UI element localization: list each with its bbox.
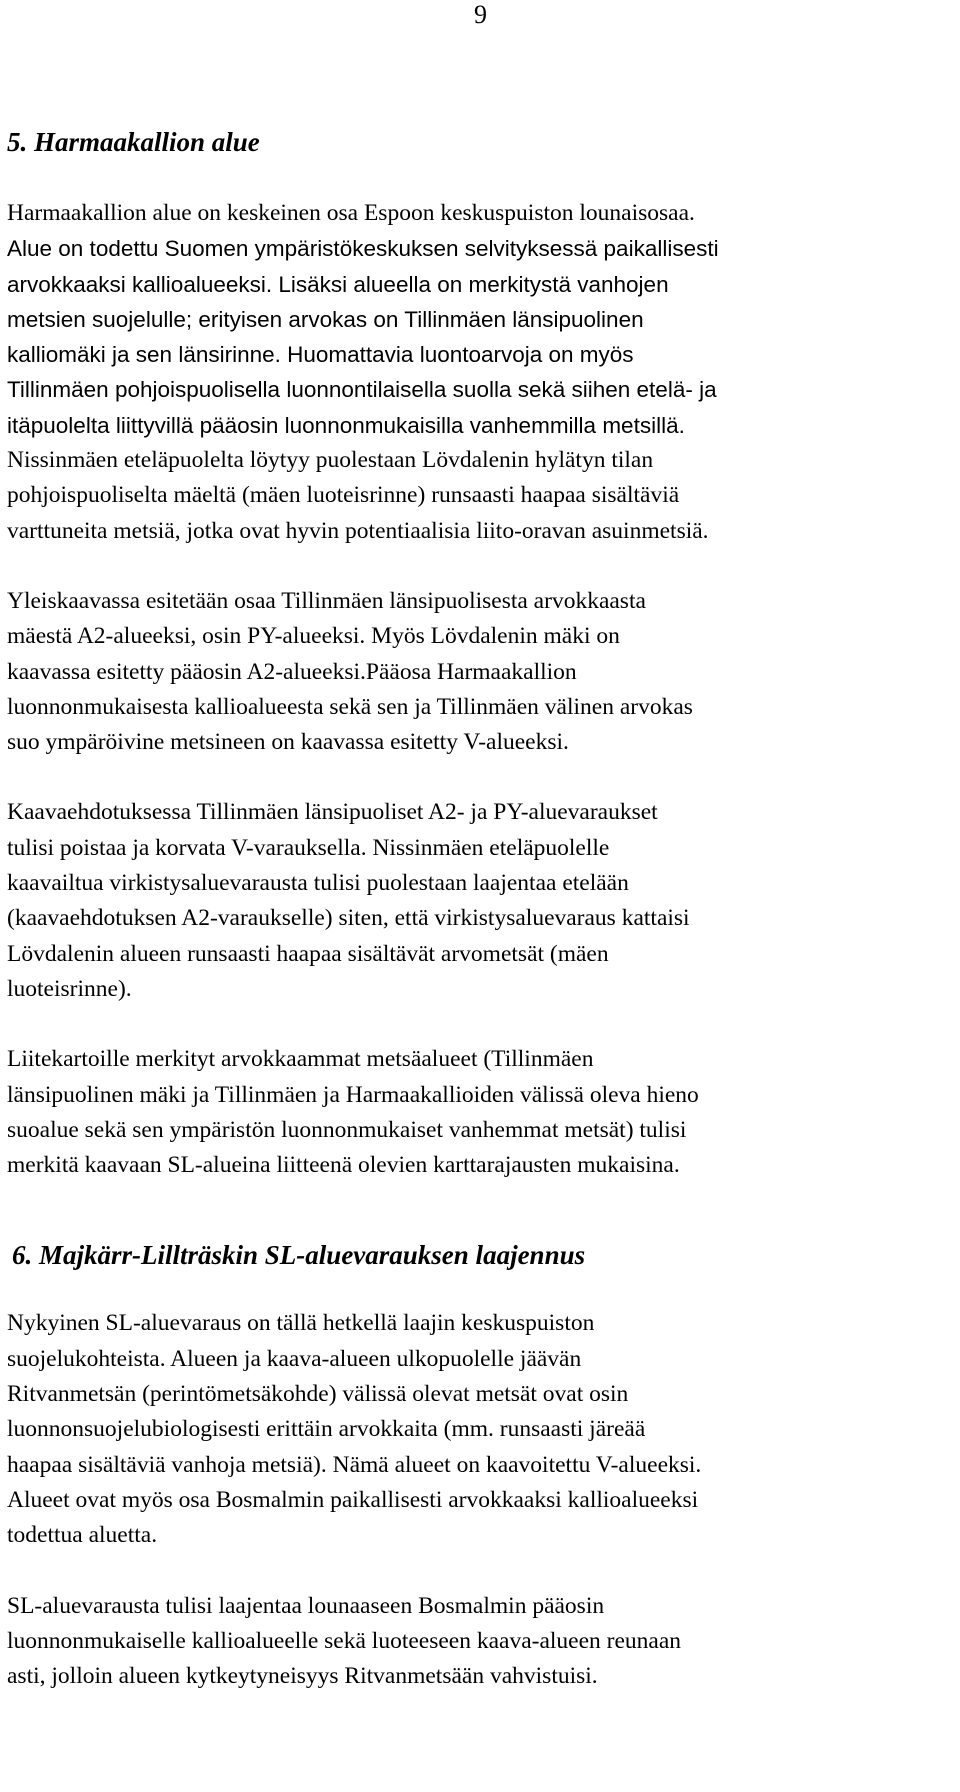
text-line: Lövdalenin alueen runsaasti haapaa sisältävät arvometsät (mäen <box>7 940 609 967</box>
text-line: pohjoispuoliselta mäeltä (mäen luoteisrinne) runsaasti haapaa sisältäviä <box>7 482 680 509</box>
section-5-paragraph-2 <box>7 584 957 760</box>
section-6-paragraph-1 <box>7 1306 957 1553</box>
page-number: 9 <box>474 0 487 29</box>
text-line: suojelukohteista. Alueen ja kaava-alueen ulkopuolelle jäävän <box>7 1345 582 1372</box>
text-line: luonnonmukaisesta kallioalueesta sekä sen ja Tillinmäen välinen arvokas <box>7 693 693 720</box>
text-line: (kaavaehdotuksen A2-varaukselle) siten, että virkistysaluevaraus kattaisi <box>7 905 690 932</box>
text-line: kalliomäki ja sen länsirinne. Huomattavia luontoarvoja on myös <box>7 342 634 368</box>
text-line: suo ympäröivine metsineen on kaavassa esitetty V-alueeksi. <box>7 729 569 756</box>
section-5-paragraph-4 <box>7 1042 957 1183</box>
section-5-paragraph-3 <box>7 795 957 1007</box>
text-line: todettua aluetta. <box>7 1522 158 1549</box>
text-line: metsien suojelulle; erityisen arvokas on Tillinmäen länsipuolinen <box>7 306 644 332</box>
text-line: kaavailtua virkistysaluevarausta tulisi puolestaan laajentaa etelään <box>7 870 629 897</box>
text-line: suoalue sekä sen ympäristön luonnonmukaiset vanhemmat metsät) tulisi <box>7 1116 687 1143</box>
text-line: Harmaakallion alue on keskeinen osa Espoon keskuspuiston lounaisosaa. <box>7 200 695 226</box>
text-line: luonnonsuojelubiologisesti erittäin arvokkaita (mm. runsaasti järeää <box>7 1416 646 1443</box>
text-line: luonnonmukaiselle kallioalueelle sekä luoteeseen kaava-alueen reunaan <box>7 1627 682 1654</box>
text-line: tulisi poistaa ja korvata V-varauksella. Nissinmäen eteläpuolelle <box>7 834 610 861</box>
text-line: Alueet ovat myös osa Bosmalmin paikallisesti arvokkaaksi kallioalueeksi <box>7 1486 699 1513</box>
text-line: luoteisrinne). <box>7 975 132 1002</box>
text-line: Liitekartoille merkityt arvokkaammat metsäalueet (Tillinmäen <box>7 1046 594 1073</box>
text-line: Alue on todettu Suomen ympäristökeskuksen selvityksessä paikallisesti <box>7 236 719 262</box>
text-line: haapaa sisältäviä vanhoja metsiä). Nämä alueet on kaavoitettu V-alueeksi. <box>7 1451 702 1478</box>
text-line: Tillinmäen pohjoispuolisella luonnontilaisella suolla sekä siihen etelä- ja <box>7 377 717 403</box>
text-line: mäestä A2-alueeksi, osin PY-alueeksi. Myös Lövdalenin mäki on <box>7 623 620 650</box>
section-5-paragraph-1 <box>7 196 957 549</box>
text-line: Yleiskaavassa esitetään osaa Tillinmäen länsipuolisesta arvokkaasta <box>7 587 646 614</box>
section-heading-6: 6. Majkärr-Lillträskin SL-aluevarauksen laajennus <box>12 1240 586 1271</box>
text-line: Nissinmäen eteläpuolelta löytyy puolestaan Lövdalenin hylätyn tilan <box>7 447 654 474</box>
section-6-paragraph-2 <box>7 1589 957 1695</box>
text-line: Kaavaehdotuksessa Tillinmäen länsipuoliset A2- ja PY-aluevaraukset <box>7 799 658 826</box>
text-line: Ritvanmetsän (perintömetsäkohde) välissä olevat metsät ovat osin <box>7 1381 629 1408</box>
text-line: varttuneita metsiä, jotka ovat hyvin potentiaalisia liito-oravan asuinmetsiä. <box>7 517 709 544</box>
text-line: SL-aluevarausta tulisi laajentaa lounaaseen Bosmalmin pääosin <box>7 1592 605 1619</box>
text-line: Nykyinen SL-aluevaraus on tällä hetkellä laajin keskuspuiston <box>7 1310 595 1337</box>
text-line: asti, jolloin alueen kytkeytyneisyys Ritvanmetsään vahvistuisi. <box>7 1663 598 1690</box>
text-line: arvokkaaksi kallioalueeksi. Lisäksi alueella on merkitystä vanhojen <box>7 271 669 297</box>
text-line: kaavassa esitetty pääosin A2-alueeksi.Pääosa Harmaakallion <box>7 658 577 685</box>
text-line: itäpuolelta liittyvillä pääosin luonnonmukaisilla vanhemmilla metsillä. <box>7 412 685 438</box>
section-heading-5: 5. Harmaakallion alue <box>7 127 260 157</box>
text-line: merkitä kaavaan SL-alueina liitteenä olevien karttarajausten mukaisina. <box>7 1152 680 1179</box>
document-body <box>7 126 957 1694</box>
text-line: länsipuolinen mäki ja Tillinmäen ja Harmaakallioiden välissä oleva hieno <box>7 1081 699 1108</box>
